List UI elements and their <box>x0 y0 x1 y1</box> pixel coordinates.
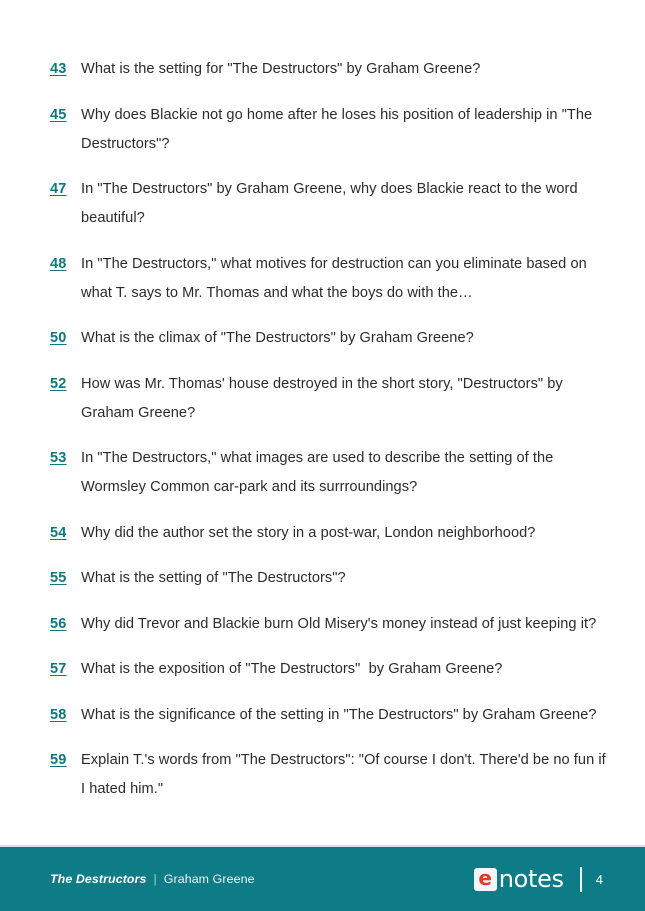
question-text[interactable]: How was Mr. Thomas' house destroyed in the short story, "Destructors" by Graham Greene? <box>81 375 567 421</box>
question-row[interactable] <box>0 746 645 804</box>
footer-author-name: Graham Greene <box>163 872 255 886</box>
footer-work-title: The Destructors <box>50 872 147 886</box>
question-text[interactable]: In "The Destructors," what images are used to describe the setting of the Wormsley Common car-park and its surrroundings? <box>81 450 558 495</box>
question-number-link[interactable]: 45 <box>50 106 67 123</box>
footer-work-credit <box>50 872 255 886</box>
question-number-link[interactable]: 58 <box>50 706 67 723</box>
question-row[interactable] <box>0 610 645 639</box>
question-row[interactable] <box>0 564 645 593</box>
footer-divider <box>580 867 582 892</box>
question-text[interactable]: What is the setting of "The Destructors"? <box>81 570 346 586</box>
footer-brand-area <box>474 867 603 892</box>
question-row[interactable] <box>0 444 645 502</box>
enotes-e-mark-icon: e <box>474 868 497 891</box>
question-text[interactable]: What is the significance of the setting in "The Destructors" by Graham Greene? <box>81 706 597 723</box>
question-number-link[interactable]: 57 <box>50 661 67 677</box>
question-number-link[interactable]: 59 <box>50 752 67 768</box>
question-number-link[interactable]: 48 <box>50 255 67 272</box>
question-text[interactable]: What is the climax of "The Destructors" by Graham Greene? <box>81 330 474 346</box>
question-text[interactable]: Why did Trevor and Blackie burn Old Misery's money instead of just keeping it? <box>81 615 597 632</box>
question-number-link[interactable]: 43 <box>50 61 67 77</box>
question-text[interactable]: What is the setting for "The Destructors" by Graham Greene? <box>81 61 481 77</box>
question-text[interactable]: Explain T.'s words from "The Destructors": "Of course I don't. There'd be no fun if I hated him." <box>81 752 610 797</box>
enotes-wordmark: notes <box>498 865 564 893</box>
question-text[interactable]: What is the exposition of "The Destructors" by Graham Greene? <box>81 661 503 677</box>
question-number-link[interactable]: 50 <box>50 330 67 346</box>
question-number-link[interactable]: 54 <box>50 524 67 541</box>
question-number-link[interactable]: 47 <box>50 181 67 197</box>
question-row[interactable] <box>0 175 645 233</box>
footer-separator: | <box>153 872 157 886</box>
question-number-link[interactable]: 55 <box>50 570 67 586</box>
question-number-link[interactable]: 53 <box>50 450 67 466</box>
page-footer <box>0 845 645 911</box>
question-row[interactable] <box>0 324 645 353</box>
question-text[interactable]: In "The Destructors" by Graham Greene, why does Blackie react to the word beautiful? <box>81 181 582 226</box>
question-row[interactable] <box>0 370 645 428</box>
question-row[interactable] <box>0 519 645 548</box>
question-number-link[interactable]: 56 <box>50 615 67 632</box>
question-row[interactable] <box>0 101 645 159</box>
question-row[interactable] <box>0 701 645 730</box>
question-text[interactable]: Why did the author set the story in a post-war, London neighborhood? <box>81 524 536 541</box>
question-text[interactable]: Why does Blackie not go home after he loses his position of leadership in "The Destructors"? <box>81 106 597 152</box>
question-number-link[interactable]: 52 <box>50 375 67 392</box>
page-number: 4 <box>595 871 603 887</box>
question-row[interactable] <box>0 55 645 84</box>
question-text[interactable]: In "The Destructors," what motives for destruction can you eliminate based on what T. says to Mr. Thomas and what the boys do with the… <box>81 255 591 301</box>
question-row[interactable] <box>0 250 645 308</box>
question-row[interactable] <box>0 655 645 684</box>
enotes-logo[interactable] <box>474 867 564 891</box>
